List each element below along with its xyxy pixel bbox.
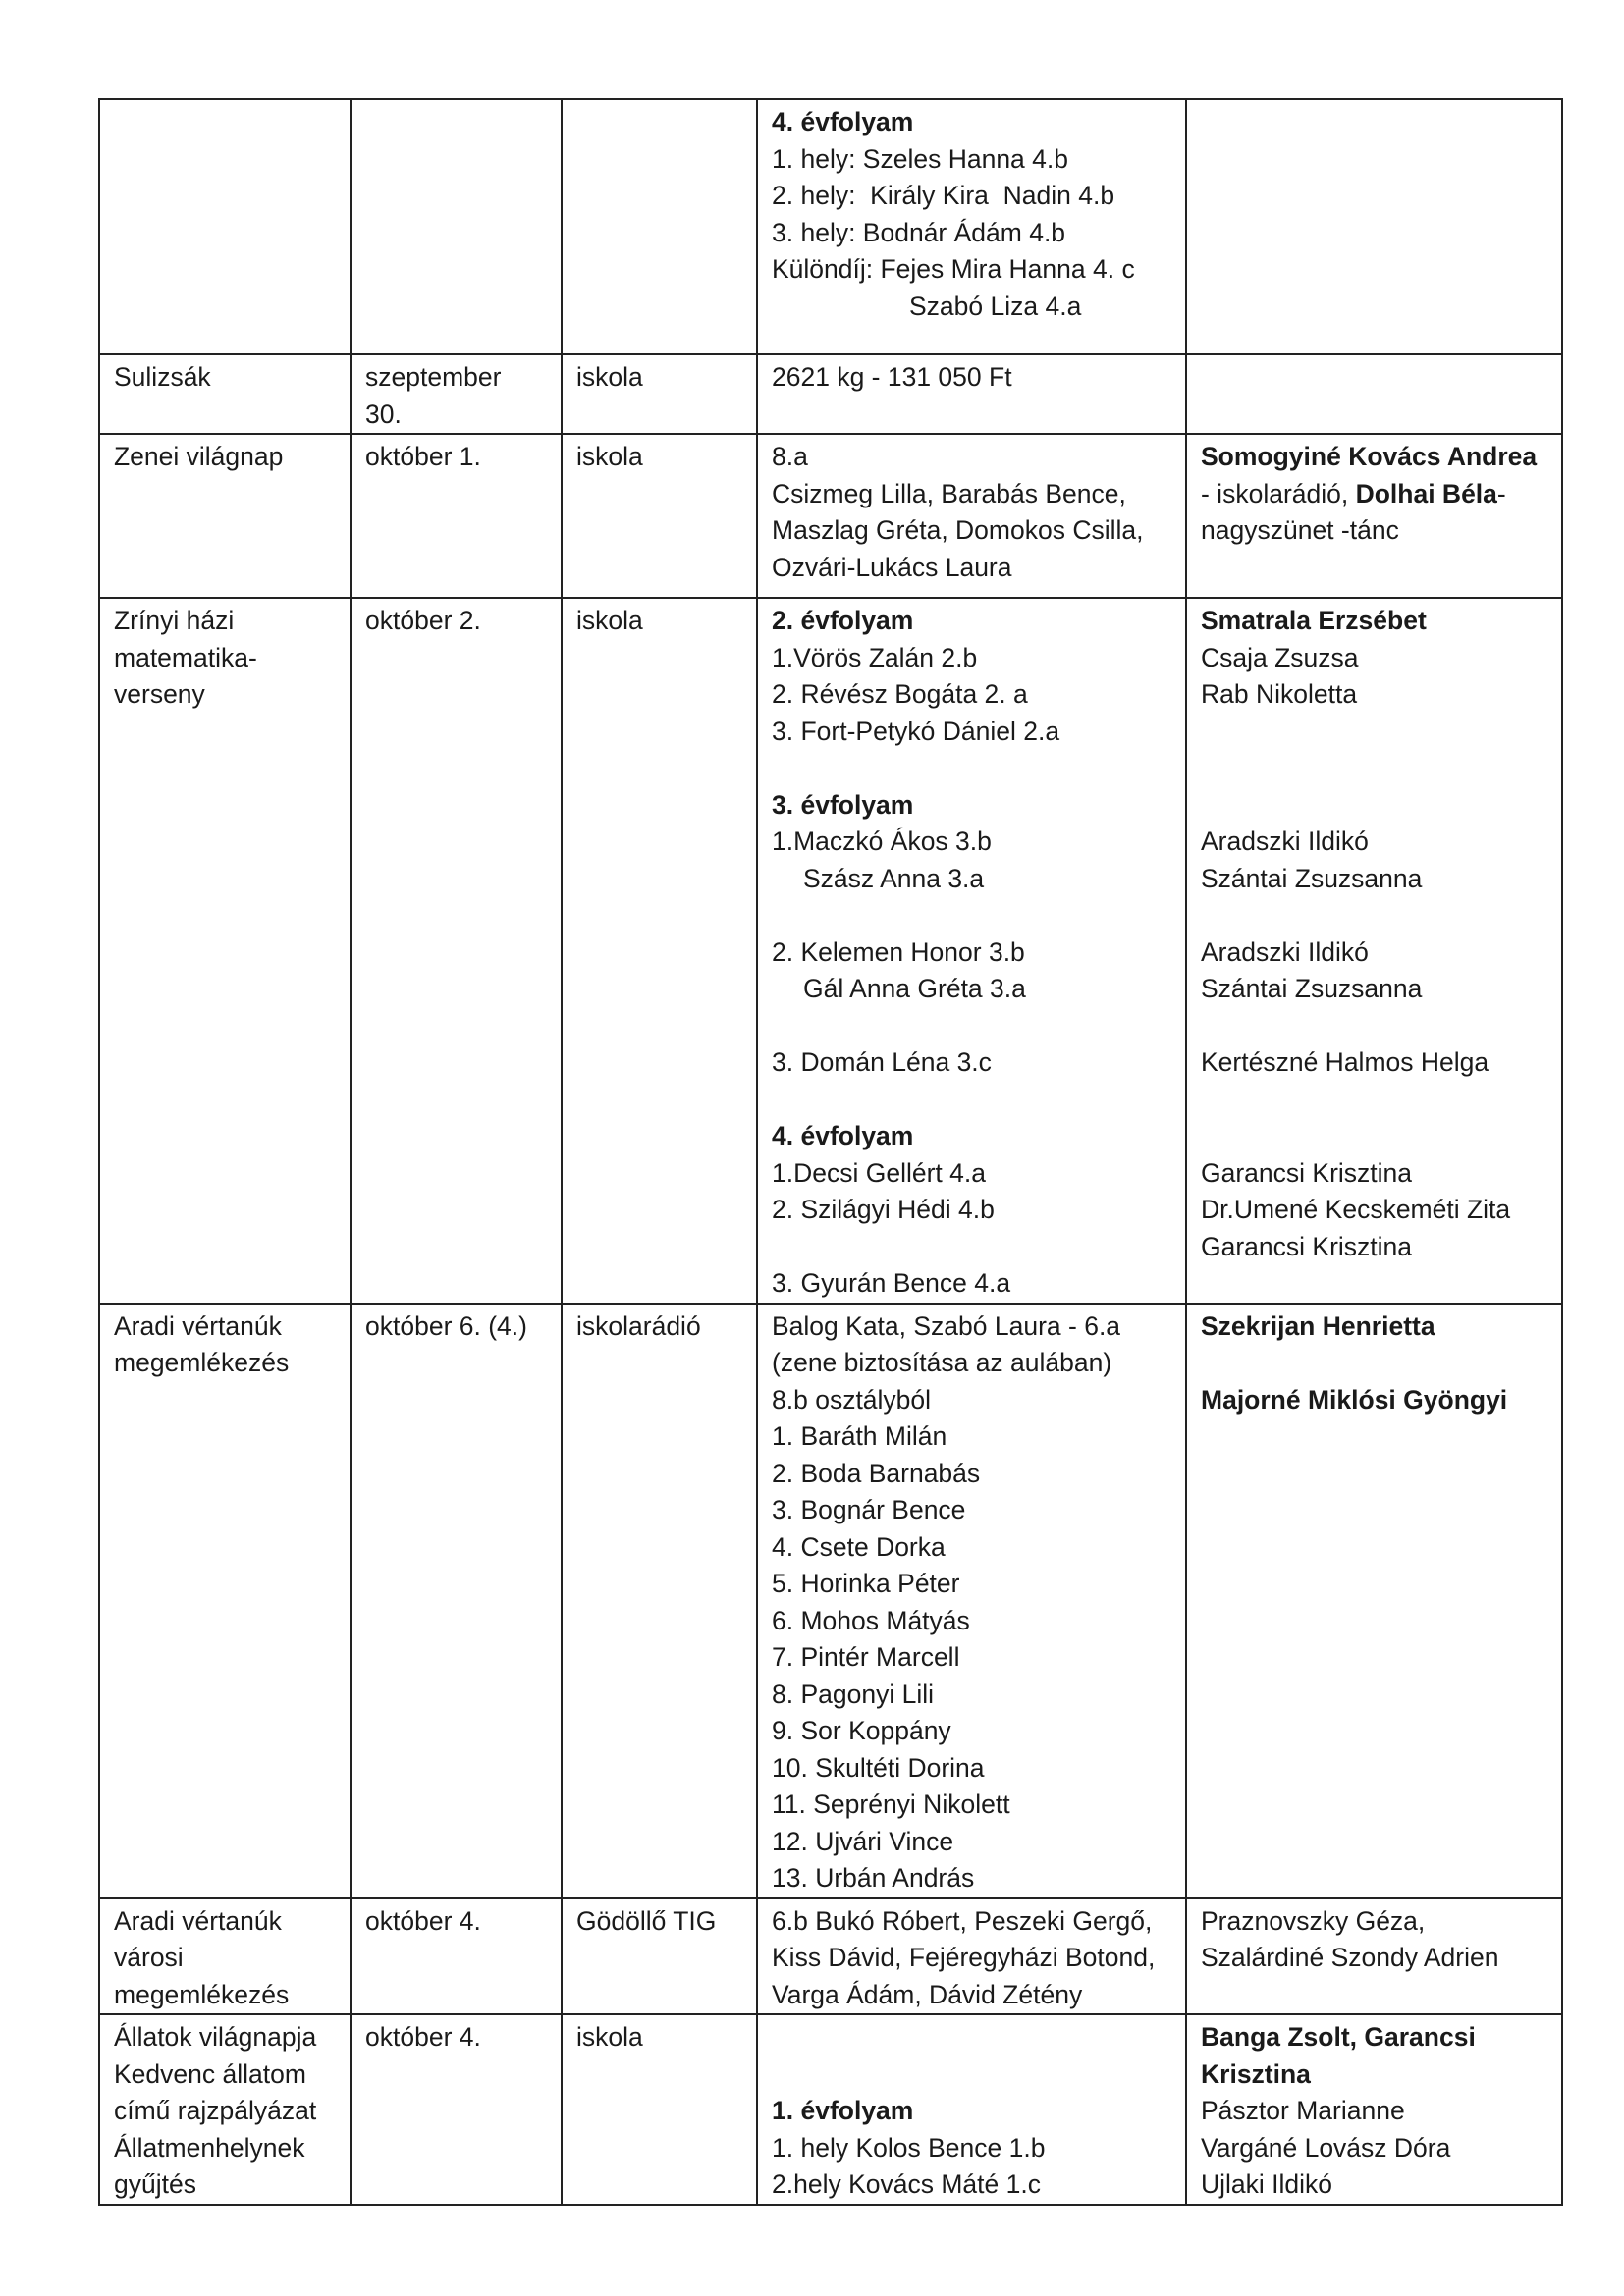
cell-line: 1. Baráth Milán [772, 1421, 947, 1451]
date-cell [351, 434, 562, 598]
cell-line [1201, 512, 1547, 550]
cell-line: 3. Gyurán Bence 4.a [772, 1268, 1011, 1298]
date-cell [351, 99, 562, 354]
cell-line [1201, 1345, 1547, 1382]
cell-line: 7. Pintér Marcell [772, 1642, 960, 1672]
event-cell [99, 434, 351, 598]
date-cell [351, 1898, 562, 2015]
text-fragment: - [1496, 478, 1506, 508]
results-cell [757, 2014, 1186, 2205]
cell-line: 30. [365, 399, 402, 429]
event-cell [99, 99, 351, 354]
cell-line: Aradszki Ildikó [1201, 936, 1369, 967]
results-cell [757, 99, 1186, 354]
cell-line [1201, 750, 1547, 787]
cell-line: Szántai Zsuzsanna [1201, 974, 1423, 1003]
cell-line: 11. Seprényi Nikolett [772, 1789, 1010, 1819]
cell-line: Varga Ádám, Dávid Zétény [772, 1979, 1083, 2009]
cell-line: Különdíj: Fejes Mira Hanna 4. c [772, 254, 1135, 284]
cell-line: Majorné Miklósi Gyöngyi [1201, 1384, 1508, 1415]
event-cell [99, 1898, 351, 2015]
cell-line: 2. Kelemen Honor 3.b [772, 936, 1025, 967]
cell-line: iskola [576, 362, 643, 392]
cell-line [772, 1229, 1171, 1266]
teachers-cell [1186, 598, 1562, 1304]
cell-line: Balog Kata, Szabó Laura - 6.a [772, 1310, 1121, 1341]
cell-line: 2.hely Kovács Máté 1.c [772, 2169, 1041, 2199]
cell-line: szeptember [365, 362, 502, 392]
cell-line: 13. Urbán András [772, 1863, 975, 1893]
results-cell [757, 1898, 1186, 2015]
cell-line: 2. Szilágyi Hédi 4.b [772, 1195, 995, 1224]
events-table [98, 98, 1563, 2206]
cell-line: 2. Révész Bogáta 2. a [772, 679, 1028, 709]
place-cell [562, 598, 757, 1304]
table-row [99, 2014, 1562, 2205]
table-row [99, 354, 1562, 434]
date-cell [351, 2014, 562, 2205]
cell-line [1201, 787, 1547, 825]
cell-line: október 2. [365, 606, 481, 635]
cell-line: (zene biztosítása az aulában) [772, 1348, 1112, 1377]
cell-line [1201, 1008, 1547, 1045]
cell-line: 6.b Bukó Róbert, Peszeki Gergő, [772, 1905, 1153, 1936]
cell-line: 12. Ujvári Vince [772, 1826, 954, 1856]
teachers-cell [1186, 434, 1562, 598]
cell-line: Állatmenhelynek [114, 2132, 305, 2163]
cell-line: Állatok világnapja [114, 2022, 317, 2052]
cell-line: Zenei világnap [114, 442, 284, 471]
cell-line: Csizmeg Lilla, Barabás Bence, [772, 478, 1126, 508]
cell-line: 1.Decsi Gellért 4.a [772, 1157, 986, 1188]
place-cell [562, 1898, 757, 2015]
cell-line: 3. évfolyam [772, 789, 914, 820]
cell-line: 3. hely: Bodnár Ádám 4.b [772, 217, 1066, 247]
table-body [99, 99, 1562, 2205]
cell-line: Csaja Zsuzsa [1201, 642, 1359, 672]
cell-line: Garancsi Krisztina [1201, 1157, 1413, 1188]
cell-line: Sulizsák [114, 362, 211, 392]
cell-line: Szekrijan Henrietta [1201, 1310, 1435, 1341]
cell-line [772, 750, 1171, 787]
cell-line: Maszlag Gréta, Domokos Csilla, [772, 515, 1144, 545]
cell-line [1201, 476, 1547, 513]
cell-line: Krisztina [1201, 2058, 1311, 2089]
cell-line: verseny [114, 679, 205, 709]
cell-line: 4. Csete Dorka [772, 1531, 946, 1562]
cell-line: Dr.Umené Kecskeméti Zita [1201, 1195, 1511, 1224]
cell-line: 4. évfolyam [772, 107, 914, 136]
cell-line: Gödöllő TIG [576, 1905, 717, 1936]
cell-line: 1.Maczkó Ákos 3.b [772, 827, 992, 856]
teachers-cell [1186, 1898, 1562, 2015]
results-cell [757, 354, 1186, 434]
cell-line: iskola [576, 442, 643, 471]
results-cell [757, 598, 1186, 1304]
cell-line: 1. hely: Szeles Hanna 4.b [772, 143, 1068, 174]
table-row [99, 434, 1562, 598]
cell-line: 8. Pagonyi Lili [772, 1679, 934, 1709]
event-cell [99, 598, 351, 1304]
date-cell [351, 1304, 562, 1898]
cell-line: Smatrala Erzsébet [1201, 606, 1427, 635]
cell-line: 10. Skultéti Dorina [772, 1752, 985, 1783]
cell-line: 1. hely Kolos Bence 1.b [772, 2132, 1046, 2163]
cell-line: Aradi vértanúk [114, 1310, 282, 1341]
cell-line: Szász Anna 3.a [803, 863, 985, 893]
teachers-cell [1186, 2014, 1562, 2205]
cell-line: megemlékezés [114, 1979, 290, 2009]
cell-line [1201, 1118, 1547, 1155]
cell-line: Szántai Zsuzsanna [1201, 863, 1423, 893]
cell-line: október 6. (4.) [365, 1310, 527, 1341]
cell-line: iskolarádió [576, 1310, 701, 1341]
results-cell [757, 1304, 1186, 1898]
event-cell [99, 354, 351, 434]
teachers-cell [1186, 99, 1562, 354]
cell-line: 4. évfolyam [772, 1121, 914, 1150]
cell-line: Aradszki Ildikó [1201, 827, 1369, 856]
place-cell [562, 2014, 757, 2205]
cell-line: megemlékezés [114, 1348, 290, 1377]
place-cell [562, 434, 757, 598]
cell-line: 5. Horinka Péter [772, 1569, 960, 1598]
cell-line: Zrínyi házi [114, 606, 235, 635]
place-cell [562, 354, 757, 434]
cell-line: városi [114, 1943, 184, 1972]
cell-line [1201, 897, 1547, 934]
cell-line [1201, 1082, 1547, 1119]
cell-line: Praznovszky Géza, [1201, 1905, 1426, 1936]
cell-line: című rajzpályázat [114, 2096, 317, 2125]
cell-line [772, 2019, 1171, 2056]
cell-line [1201, 714, 1547, 751]
cell-line: gyűjtés [114, 2169, 196, 2199]
table-row [99, 99, 1562, 354]
teachers-cell [1186, 354, 1562, 434]
cell-line: iskola [576, 606, 643, 635]
date-cell [351, 598, 562, 1304]
cell-line: 3. Fort-Petykó Dániel 2.a [772, 716, 1060, 746]
results-cell [757, 434, 1186, 598]
cell-line: 9. Sor Koppány [772, 1716, 951, 1745]
cell-line: Kedvenc állatom [114, 2058, 306, 2089]
cell-line: október 1. [365, 442, 481, 471]
cell-line: Ozvári-Lukács Laura [772, 552, 1012, 582]
table-row [99, 1304, 1562, 1898]
cell-line: 8.a [772, 442, 808, 471]
text-fragment: Somogyiné Kovács Andrea [1201, 442, 1538, 471]
cell-line: Vargáné Lovász Dóra [1201, 2132, 1451, 2163]
text-fragment: Dolhai Béla [1355, 478, 1497, 508]
cell-line: Szalárdiné Szondy Adrien [1201, 1943, 1499, 1972]
teachers-cell [1186, 1304, 1562, 1898]
cell-line: 3. Bognár Bence [772, 1495, 966, 1524]
cell-line [772, 1008, 1171, 1045]
cell-line: Banga Zsolt, Garancsi [1201, 2022, 1476, 2052]
cell-line: Kertészné Halmos Helga [1201, 1047, 1489, 1077]
cell-line: 2. Boda Barnabás [772, 1458, 981, 1488]
cell-line: október 4. [365, 2022, 481, 2052]
cell-line [772, 1082, 1171, 1119]
cell-line: 2621 kg - 131 050 Ft [772, 362, 1012, 392]
date-cell [351, 354, 562, 434]
cell-line: Szabó Liza 4.a [909, 291, 1082, 321]
cell-line: matematika- [114, 642, 257, 672]
cell-line: 6. Mohos Mátyás [772, 1605, 970, 1635]
place-cell [562, 1304, 757, 1898]
table-row [99, 1898, 1562, 2015]
cell-line: 2. évfolyam [772, 606, 914, 635]
cell-line [772, 897, 1171, 934]
cell-line: 3. Domán Léna 3.c [772, 1047, 992, 1077]
cell-line: iskola [576, 2022, 643, 2052]
cell-line [772, 2056, 1171, 2094]
cell-line [1201, 439, 1547, 476]
cell-line: Garancsi Krisztina [1201, 1231, 1413, 1261]
cell-line: Kiss Dávid, Fejéregyházi Botond, [772, 1943, 1156, 1972]
cell-line: 1. évfolyam [772, 2096, 914, 2125]
cell-line: Gál Anna Gréta 3.a [803, 974, 1026, 1003]
text-fragment: - iskolarádió, [1201, 478, 1356, 508]
cell-line: Aradi vértanúk [114, 1905, 282, 1936]
cell-line: Pásztor Marianne [1201, 2096, 1405, 2125]
cell-line: 8.b osztályból [772, 1384, 932, 1415]
cell-line: 1.Vörös Zalán 2.b [772, 642, 978, 672]
cell-line: október 4. [365, 1905, 481, 1936]
text-fragment: nagyszünet -tánc [1201, 515, 1399, 545]
cell-line: Ujlaki Ildikó [1201, 2169, 1333, 2199]
event-cell [99, 1304, 351, 1898]
place-cell [562, 99, 757, 354]
cell-line: Rab Nikoletta [1201, 679, 1358, 709]
table-row [99, 598, 1562, 1304]
event-cell [99, 2014, 351, 2205]
cell-line: 2. hely: Király Kira Nadin 4.b [772, 181, 1115, 210]
